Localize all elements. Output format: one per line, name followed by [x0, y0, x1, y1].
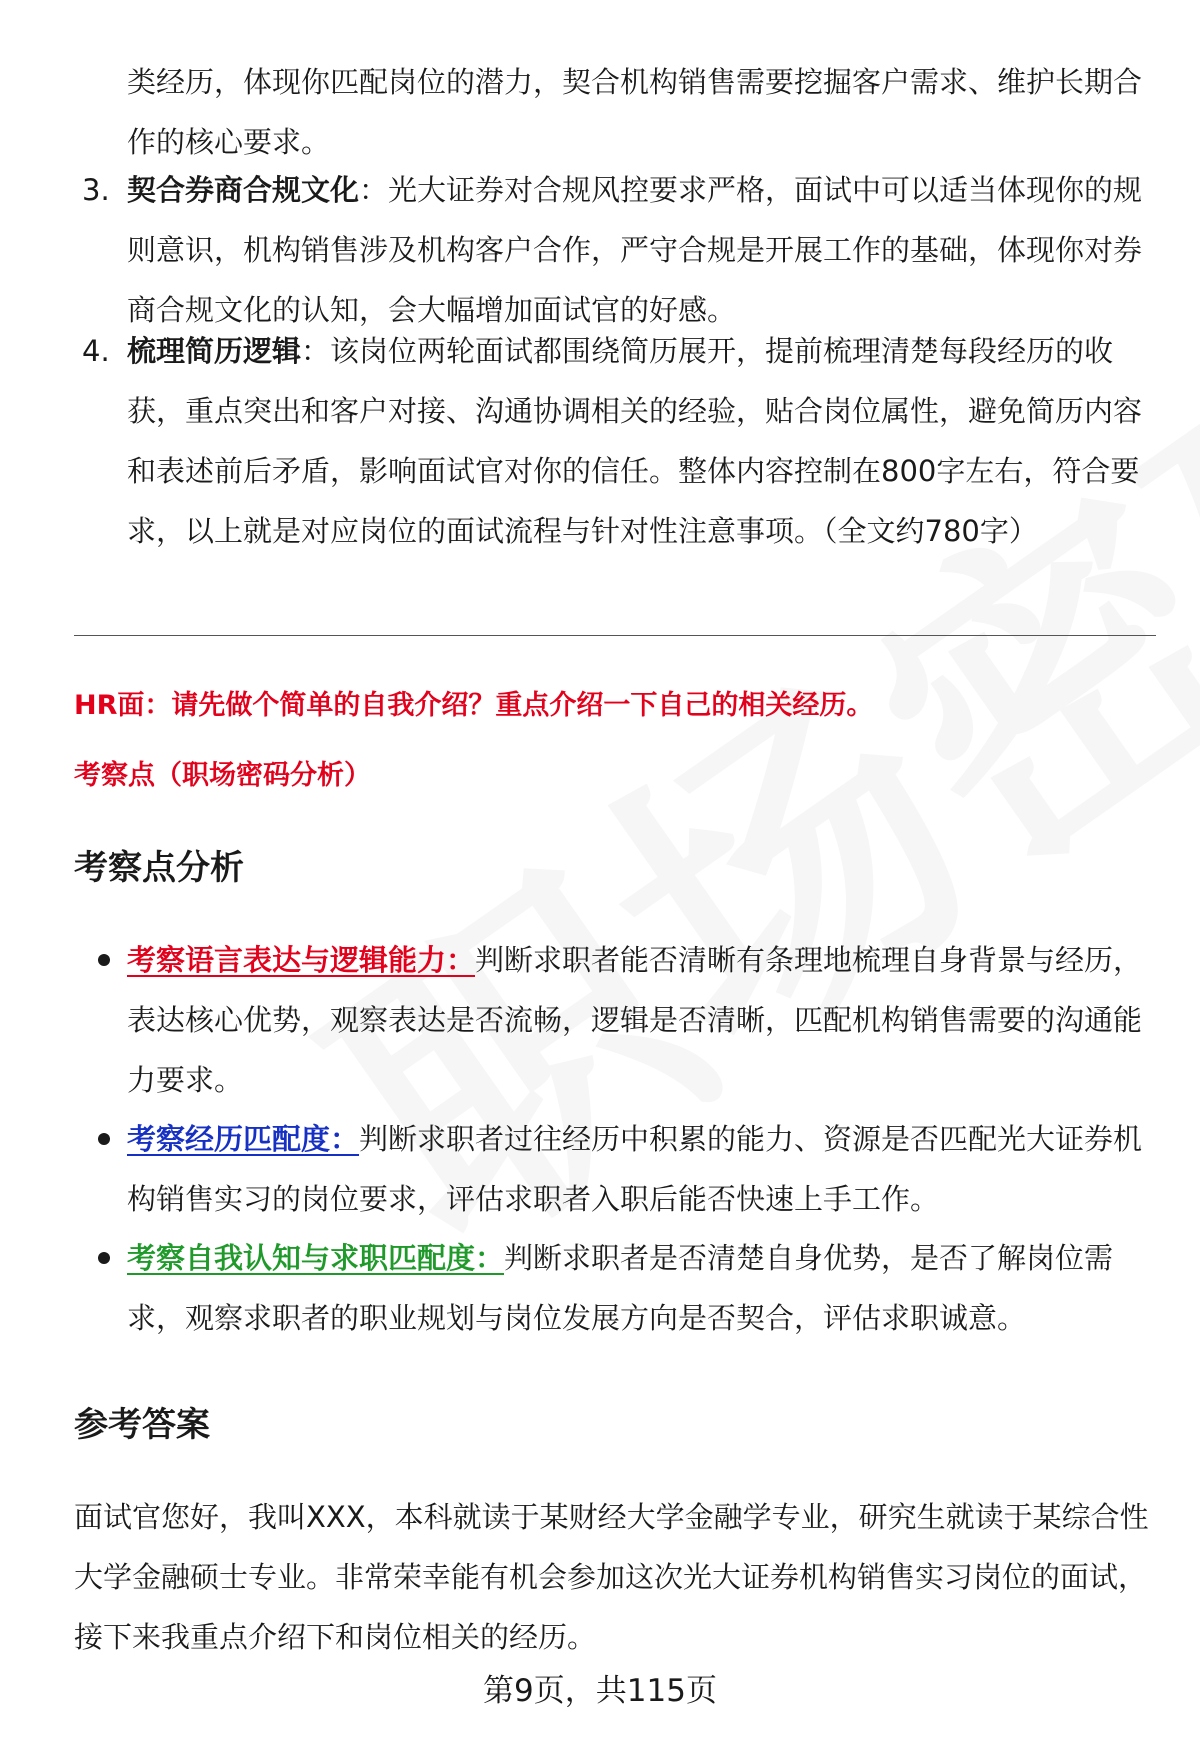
tip-item-3 — [82, 160, 1147, 340]
bullet-dot — [98, 1252, 110, 1264]
answer-text: 面试官您好，我叫XXX，本科就读于某财经大学金融学专业，研究生就读于某综合性大学金融硕士专业。非常荣幸能有机会参加这次光大证券机构销售实习岗位的面试，接下来我重点介绍下和岗位相关的经历。 — [74, 1500, 1149, 1654]
tip-number: 3. — [82, 173, 110, 207]
section-divider — [74, 635, 1156, 636]
tip-number: 4. — [82, 334, 110, 368]
analysis-point — [98, 1228, 1148, 1348]
point-text: 判断求职者能否清晰有条理地梳理自身背景与经历，表达核心优势，观察表达是否流畅，逻辑是否清晰，匹配机构销售需要的沟通能力要求。 — [127, 943, 1143, 1097]
point-tag: 考察语言表达与逻辑能力： — [127, 943, 476, 977]
tip-lead: 契合券商合规文化 — [127, 173, 360, 207]
question-subtitle: 考察点（职场密码分析） — [74, 760, 371, 791]
tip-text: ：该岗位两轮面试都围绕简历展开，提前梳理清楚每段经历的收获，重点突出和客户对接、沟通协调相关的经验，贴合岗位属性，避免简历内容和表述前后矛盾，影响面试官对你的信任。整体内容控制在800字左右，符合要求，以上就是对应岗位的面试流程与针对性注意事项。（全文约780字） — [127, 334, 1143, 548]
point-tag: 考察经历匹配度： — [127, 1122, 360, 1156]
point-text: 判断求职者是否清楚自身优势，是否了解岗位需求，观察求职者的职业规划与岗位发展方向是否契合，评估求职诚意。 — [127, 1241, 1114, 1335]
analysis-point — [98, 930, 1148, 1110]
intro-continuation: 类经历，体现你匹配岗位的潜力，契合机构销售需要挖掘客户需求、维护长期合作的核心要求。 — [127, 65, 1143, 159]
bullet-dot — [98, 1133, 110, 1145]
analysis-point — [98, 1109, 1148, 1229]
tip-item-4 — [82, 321, 1147, 561]
answer-heading: 参考答案 — [74, 1405, 210, 1445]
bullet-dot — [98, 954, 110, 966]
tip-text: ：光大证券对合规风控要求严格，面试中可以适当体现你的规则意识，机构销售涉及机构客户合作，严守合规是开展工作的基础，体现你对券商合规文化的认知，会大幅增加面试官的好感。 — [127, 173, 1143, 327]
analysis-heading: 考察点分析 — [74, 848, 244, 888]
page-footer: 第9页，共115页 — [483, 1673, 717, 1709]
interview-question: HR面：请先做个简单的自我介绍？重点介绍一下自己的相关经历。 — [74, 690, 874, 721]
tip-lead: 梳理简历逻辑 — [127, 334, 302, 368]
point-tag: 考察自我认知与求职匹配度： — [127, 1241, 505, 1275]
point-text: 判断求职者过往经历中积累的能力、资源是否匹配光大证券机构销售实习的岗位要求，评估求职者入职后能否快速上手工作。 — [127, 1122, 1143, 1216]
